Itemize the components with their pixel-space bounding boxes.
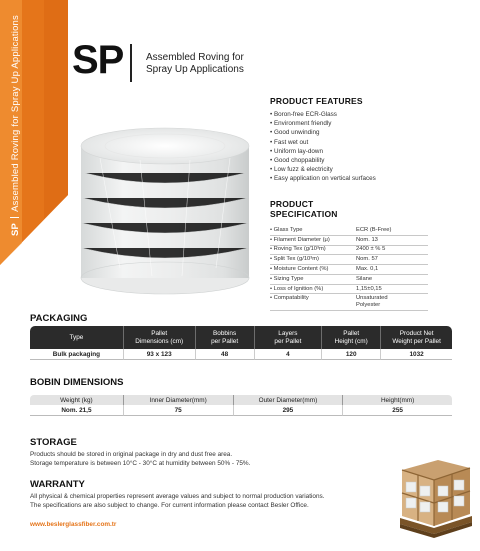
subtitle-line-1: Assembled Roving for: [146, 52, 244, 63]
packaging-header: Product Net Weight per Pallet: [380, 326, 452, 349]
bobin-row: [30, 405, 452, 416]
spec-row: [270, 294, 428, 311]
subtitle-line-2: Spray Up Applications: [146, 64, 244, 75]
specification-title: [270, 199, 338, 219]
website-link[interactable]: www.beslerglassfiber.com.tr: [30, 521, 117, 528]
specification-title-line-2: SPECIFICATION: [270, 209, 338, 219]
spec-value-line-1: Unsaturated: [356, 295, 388, 302]
side-label-code: SP: [10, 222, 21, 236]
features-title: PRODUCT FEATURES: [270, 96, 363, 106]
spec-value: Nom. 57: [356, 255, 428, 265]
spec-row: [270, 226, 428, 235]
spec-label: • Compatability: [270, 294, 356, 311]
warranty-text: [30, 493, 324, 510]
side-label: [10, 15, 21, 236]
packaging-header: Bobbins per Pallet: [195, 326, 254, 349]
spec-value: Nom. 13: [356, 235, 428, 245]
side-label-divider: [10, 217, 19, 218]
pallet-image: [396, 456, 474, 540]
bobin-cell: 255: [342, 405, 452, 416]
spec-label: • Filament Diameter (μ): [270, 235, 356, 245]
spec-value: 2400 ± % 5: [356, 245, 428, 255]
spec-row: [270, 284, 428, 294]
feature-item: • Good choppability: [270, 156, 376, 165]
bobin-header: Inner Diameter(mm): [123, 395, 233, 405]
packaging-header: Pallet Dimensions (cm): [123, 326, 195, 349]
spec-label: • Moisture Content (%): [270, 265, 356, 275]
bobin-cell: 75: [123, 405, 233, 416]
header-divider: [130, 44, 132, 82]
specification-title-line-1: PRODUCT: [270, 199, 314, 209]
spec-value: [356, 294, 428, 311]
side-band: [0, 0, 68, 265]
bobin-header: Height(mm): [342, 395, 452, 405]
feature-item: • Fast wet out: [270, 138, 376, 147]
packaging-cell: Bulk packaging: [30, 349, 123, 360]
spec-label: • Roving Tex (g/10³m): [270, 245, 356, 255]
feature-item: • Low fuzz & electricity: [270, 165, 376, 174]
storage-line-1: Products should be stored in original package in dry and dust free area.: [30, 451, 233, 458]
spec-row: [270, 245, 428, 255]
packaging-cell: 1032: [380, 349, 452, 360]
bobin-header: Outer Diameter(mm): [233, 395, 343, 405]
side-label-text: Assembled Roving for Spray Up Applications: [10, 15, 21, 212]
packaging-header: Layers per Pallet: [254, 326, 322, 349]
packaging-cell: 48: [195, 349, 254, 360]
warranty-line-1: All physical & chemical properties represent average values and subject to normal production variations.: [30, 493, 325, 500]
spec-value-line-2: Polyester: [356, 302, 381, 309]
features-list: [270, 110, 376, 184]
storage-text: [30, 451, 250, 468]
packaging-cell: 120: [321, 349, 380, 360]
bobin-header: Weight (kg): [30, 395, 123, 405]
feature-item: • Boron-free ECR-Glass: [270, 110, 376, 119]
roving-spool-image: [70, 118, 260, 298]
packaging-cell: 4: [254, 349, 322, 360]
packaging-header: Pallet Height (cm): [321, 326, 380, 349]
bobin-cell: 295: [233, 405, 343, 416]
spec-label: • Split Tex (g/10³m): [270, 255, 356, 265]
warranty-title: WARRANTY: [30, 479, 85, 490]
packaging-header: Type: [30, 326, 123, 349]
packaging-row: [30, 349, 452, 360]
packaging-table: [30, 326, 452, 360]
bobin-header-row: [30, 395, 452, 405]
bobin-table: [30, 395, 452, 416]
product-subtitle: [146, 52, 286, 76]
spec-label: • Sizing Type: [270, 274, 356, 284]
spec-value: Max. 0,1: [356, 265, 428, 275]
product-code: SP: [72, 38, 124, 82]
spec-value: Silane: [356, 274, 428, 284]
storage-line-2: Storage temperature is between 10°C - 30°C at humidity between 50% - 75%.: [30, 459, 251, 467]
feature-item: • Good unwinding: [270, 128, 376, 137]
spec-value: ECR (B-Free): [356, 226, 428, 235]
spec-row: [270, 255, 428, 265]
packaging-title: PACKAGING: [30, 313, 88, 324]
bobin-title: BOBIN DIMENSIONS: [30, 377, 124, 388]
spec-row: [270, 235, 428, 245]
spec-row: [270, 274, 428, 284]
storage-title: STORAGE: [30, 437, 77, 448]
feature-item: • Environment friendly: [270, 119, 376, 128]
spec-value: 1,15±0,15: [356, 284, 428, 294]
spec-label: • Glass Type: [270, 226, 356, 235]
feature-item: • Uniform lay-down: [270, 147, 376, 156]
bobin-cell: Nom. 21,5: [30, 405, 123, 416]
specification-table: [270, 226, 428, 311]
packaging-cell: 93 x 123: [123, 349, 195, 360]
packaging-header-row: [30, 326, 452, 349]
feature-item: • Easy application on vertical surfaces: [270, 174, 376, 183]
warranty-line-2: The specifications are also subject to change. For current information please contact Besler Office.: [30, 501, 309, 509]
spec-label: • Loss of Ignition (%): [270, 284, 356, 294]
spec-row: [270, 265, 428, 275]
